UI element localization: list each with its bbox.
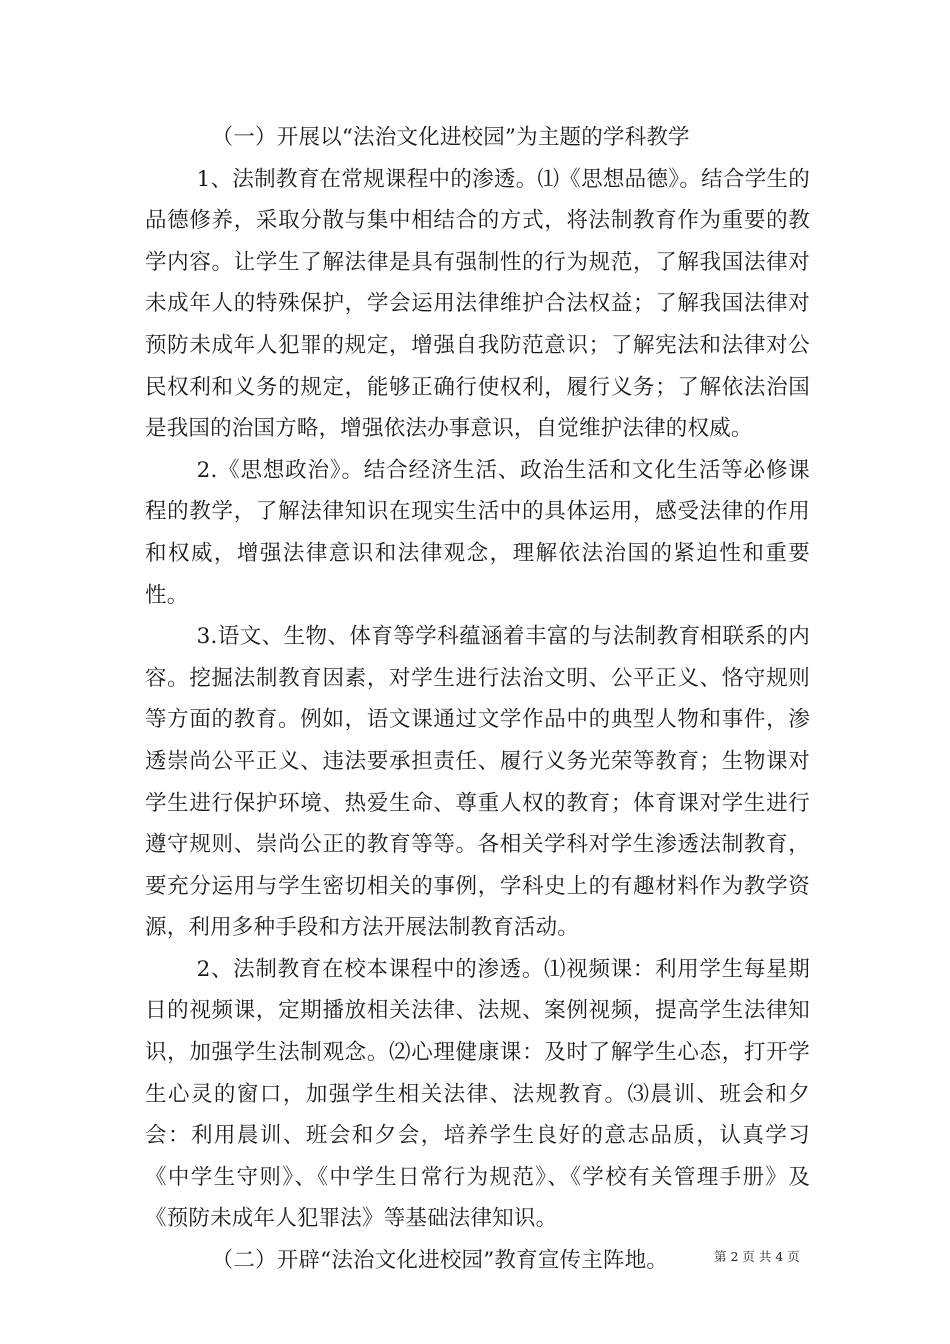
page-number-footer: 第 2 页 共 4 页: [714, 1249, 800, 1264]
section-heading-1: （一）开展以“法治文化进校园”为主题的学科教学: [211, 125, 690, 150]
paragraph-school-courses: 2、法制教育在校本课程中的渗透。⑴视频课：利用学生每星期日的视频课，定期播放相关法律、法规、案例视频，提高学生法律知识，加强学生法制观念。⑵心理健康课：及时了解学生心态，打开学生心灵的窗口，加强学生相关法律、法规教育。⑶晨训、班会和夕会：利用晨训、班会和夕会，培养学生良好的意志品质，认真学习《中学生守则》、《中学生日常行为规范》、《学校有关管理手册》及《预防未成年人犯罪法》等基础法律知识。: [145, 956, 810, 1232]
paragraph-other-subjects: 3.语文、生物、体育等学科蕴涵着丰富的与法制教育相联系的内容。挖掘法制教育因素，对学生进行法治文明、公平正义、恪守规则等方面的教育。例如，语文课通过文学作品中的典型人物和事件，渗透崇尚公平正义、违法要承担责任、履行义务光荣等教育；生物课对学生进行保护环境、热爱生命、尊重人权的教育；体育课对学生进行遵守规则、崇尚公正的教育等等。各相关学科对学生渗透法制教育，要充分运用与学生密切相关的事例，学科史上的有趣材料作为教学资源，利用多种手段和方法开展法制教育活动。: [145, 624, 810, 941]
section-heading-2: （二）开辟“法治文化进校园”教育宣传主阵地。: [211, 1248, 669, 1274]
document-body: [145, 117, 810, 1282]
paragraph-politics: 2.《思想政治》。结合经济生活、政治生活和文化生活等必修课程的教学，了解法律知识在现实生活中的具体运用，感受法律的作用和权威，增强法律意识和法律观念，理解依法治国的紧迫性和重要性。: [145, 457, 810, 608]
paragraph-moral-education: 1、法制教育在常规课程中的渗透。⑴《思想品德》。结合学生的品德修养，采取分散与集中相结合的方式，将法制教育作为重要的教学内容。让学生了解法律是具有强制性的行为规范，了解我国法律对未成年人的特殊保护，学会运用法律维护合法权益；了解我国法律对预防未成年人犯罪的规定，增强自我防范意识；了解宪法和法律对公民权利和义务的规定，能够正确行使权利，履行义务；了解依法治国是我国的治国方略，增强依法办事意识，自觉维护法律的权威。: [145, 166, 810, 442]
